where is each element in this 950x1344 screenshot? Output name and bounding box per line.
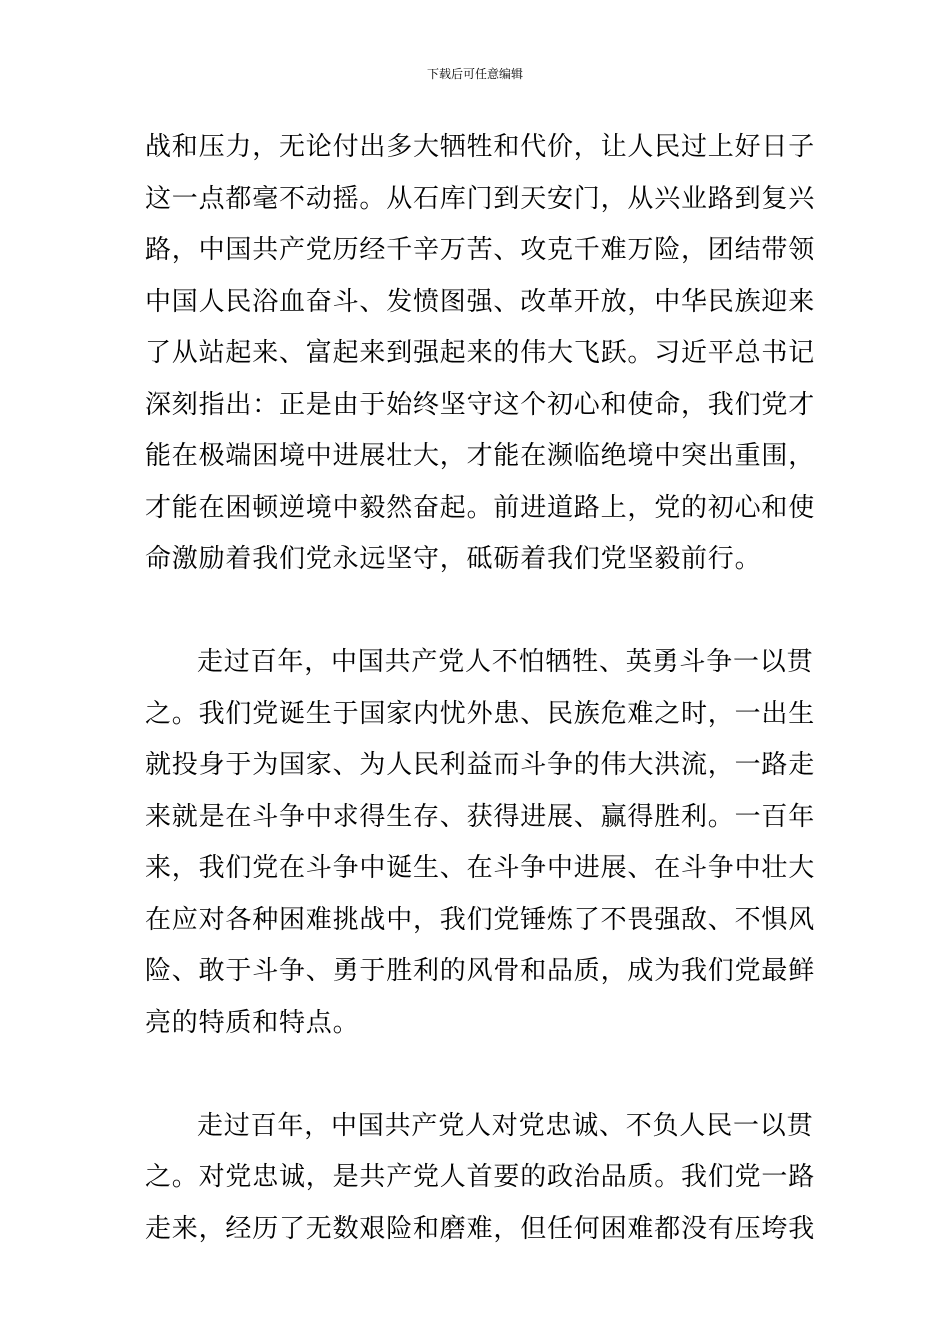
paragraph-1 (145, 122, 816, 586)
text-line: 险、敢于斗争、勇于胜利的风骨和品质，成为我们党最鲜 (145, 956, 816, 986)
text-line: 才能在困顿逆境中毅然奋起。前进道路上，党的初心和使 (145, 492, 816, 523)
document-body (145, 122, 816, 1255)
text-line: 深刻指出：正是由于始终坚守这个初心和使命，我们党才 (145, 389, 816, 420)
text-line: 了从站起来、富起来到强起来的伟大飞跃。习近平总书记 (145, 338, 816, 368)
text-line: 战和压力，无论付出多大牺牲和代价，让人民过上好日子 (145, 132, 816, 162)
header-note: 下载后可任意编辑 (426, 67, 523, 81)
text-line: 亮的特质和特点。 (145, 1007, 360, 1038)
paragraph-3 (145, 1101, 816, 1256)
text-line-indented: 走过百年，中国共产党人不怕牺牲、英勇斗争一以贯 (197, 647, 814, 677)
text-line: 走来，经历了无数艰险和磨难，但任何困难都没有压垮我 (145, 1213, 816, 1244)
text-line: 之。我们党诞生于国家内忧外患、民族危难之时，一出生 (145, 698, 816, 729)
text-line: 命激励着我们党永远坚守，砥砺着我们党坚毅前行。 (145, 544, 762, 574)
text-line: 来，我们党在斗争中诞生、在斗争中进展、在斗争中壮大 (145, 853, 816, 883)
text-line: 在应对各种困难挑战中，我们党锤炼了不畏强敌、不惧风 (145, 904, 816, 935)
paragraph-2 (145, 637, 816, 1049)
text-line: 路，中国共产党历经千辛万苦、攻克千难万险，团结带领 (145, 235, 816, 265)
text-line: 能在极端困境中进展壮大，才能在濒临绝境中突出重围， (145, 441, 816, 471)
text-line-indented: 走过百年，中国共产党人对党忠诚、不负人民一以贯 (197, 1110, 814, 1141)
text-line: 这一点都毫不动摇。从石库门到天安门，从兴业路到复兴 (145, 183, 816, 214)
text-line: 来就是在斗争中求得生存、获得进展、赢得胜利。一百年 (145, 801, 816, 832)
text-line: 之。对党忠诚，是共产党人首要的政治品质。我们党一路 (145, 1162, 816, 1192)
text-line: 中国人民浴血奋斗、发愤图强、改革开放，中华民族迎来 (145, 286, 816, 317)
text-line: 就投身于为国家、为人民利益而斗争的伟大洪流，一路走 (145, 750, 816, 780)
